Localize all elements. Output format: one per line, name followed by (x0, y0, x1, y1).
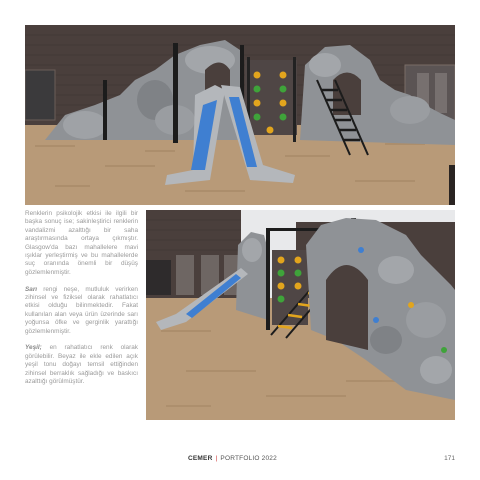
paragraph-yellow-body: rengi neşe, mutluluk verirken zihinsel ve fiziksel olarak rahatlatıcı etkisi olduğu bilinmektedir. Fakat kullanılan alan veya ürün üzerinde sarı yoğunsa öfke ve gerginlik yarattığı gözlemlenmiştir. (25, 285, 138, 335)
page-number: 171 (444, 455, 455, 462)
playground-photo-top (25, 25, 455, 205)
playground-photo-bottom (146, 210, 455, 420)
footer-brand (188, 455, 277, 462)
body-text-column (25, 210, 138, 395)
paragraph-green-lead: Yeşil; (25, 344, 42, 352)
paragraph-psychology: Renklerin psikolojik etkisi ile ilgili bir başka sonuç ise; sakinleştirici renklerin vandalizmi azalttığı bir saha araştırmasında ortaya çıkmıştır. Glasgow'da bazı mahallelere mavi ışıklar yerleştirmiş ve bu mahallelerde suç oranında önemli bir düşüş gözlemlenmiştir. (25, 210, 138, 276)
footer-separator: | (215, 455, 218, 462)
paragraph-green-body: en rahatlatıcı renk olarak görülebilir. Beyaz ile ekle edilen açık yeşil tonu doğayı temsil ettiğinden zihinsel berraklık sağladığı ve baskıcı azalttığı görülmüştür. (25, 344, 138, 386)
footer-brand-name: CEMER (188, 455, 213, 462)
page-footer (0, 455, 480, 467)
paragraph-green (25, 344, 138, 386)
paragraph-yellow (25, 286, 138, 336)
footer-subtitle: PORTFOLIO 2022 (220, 455, 277, 462)
paragraph-yellow-lead: Sarı (25, 285, 38, 293)
